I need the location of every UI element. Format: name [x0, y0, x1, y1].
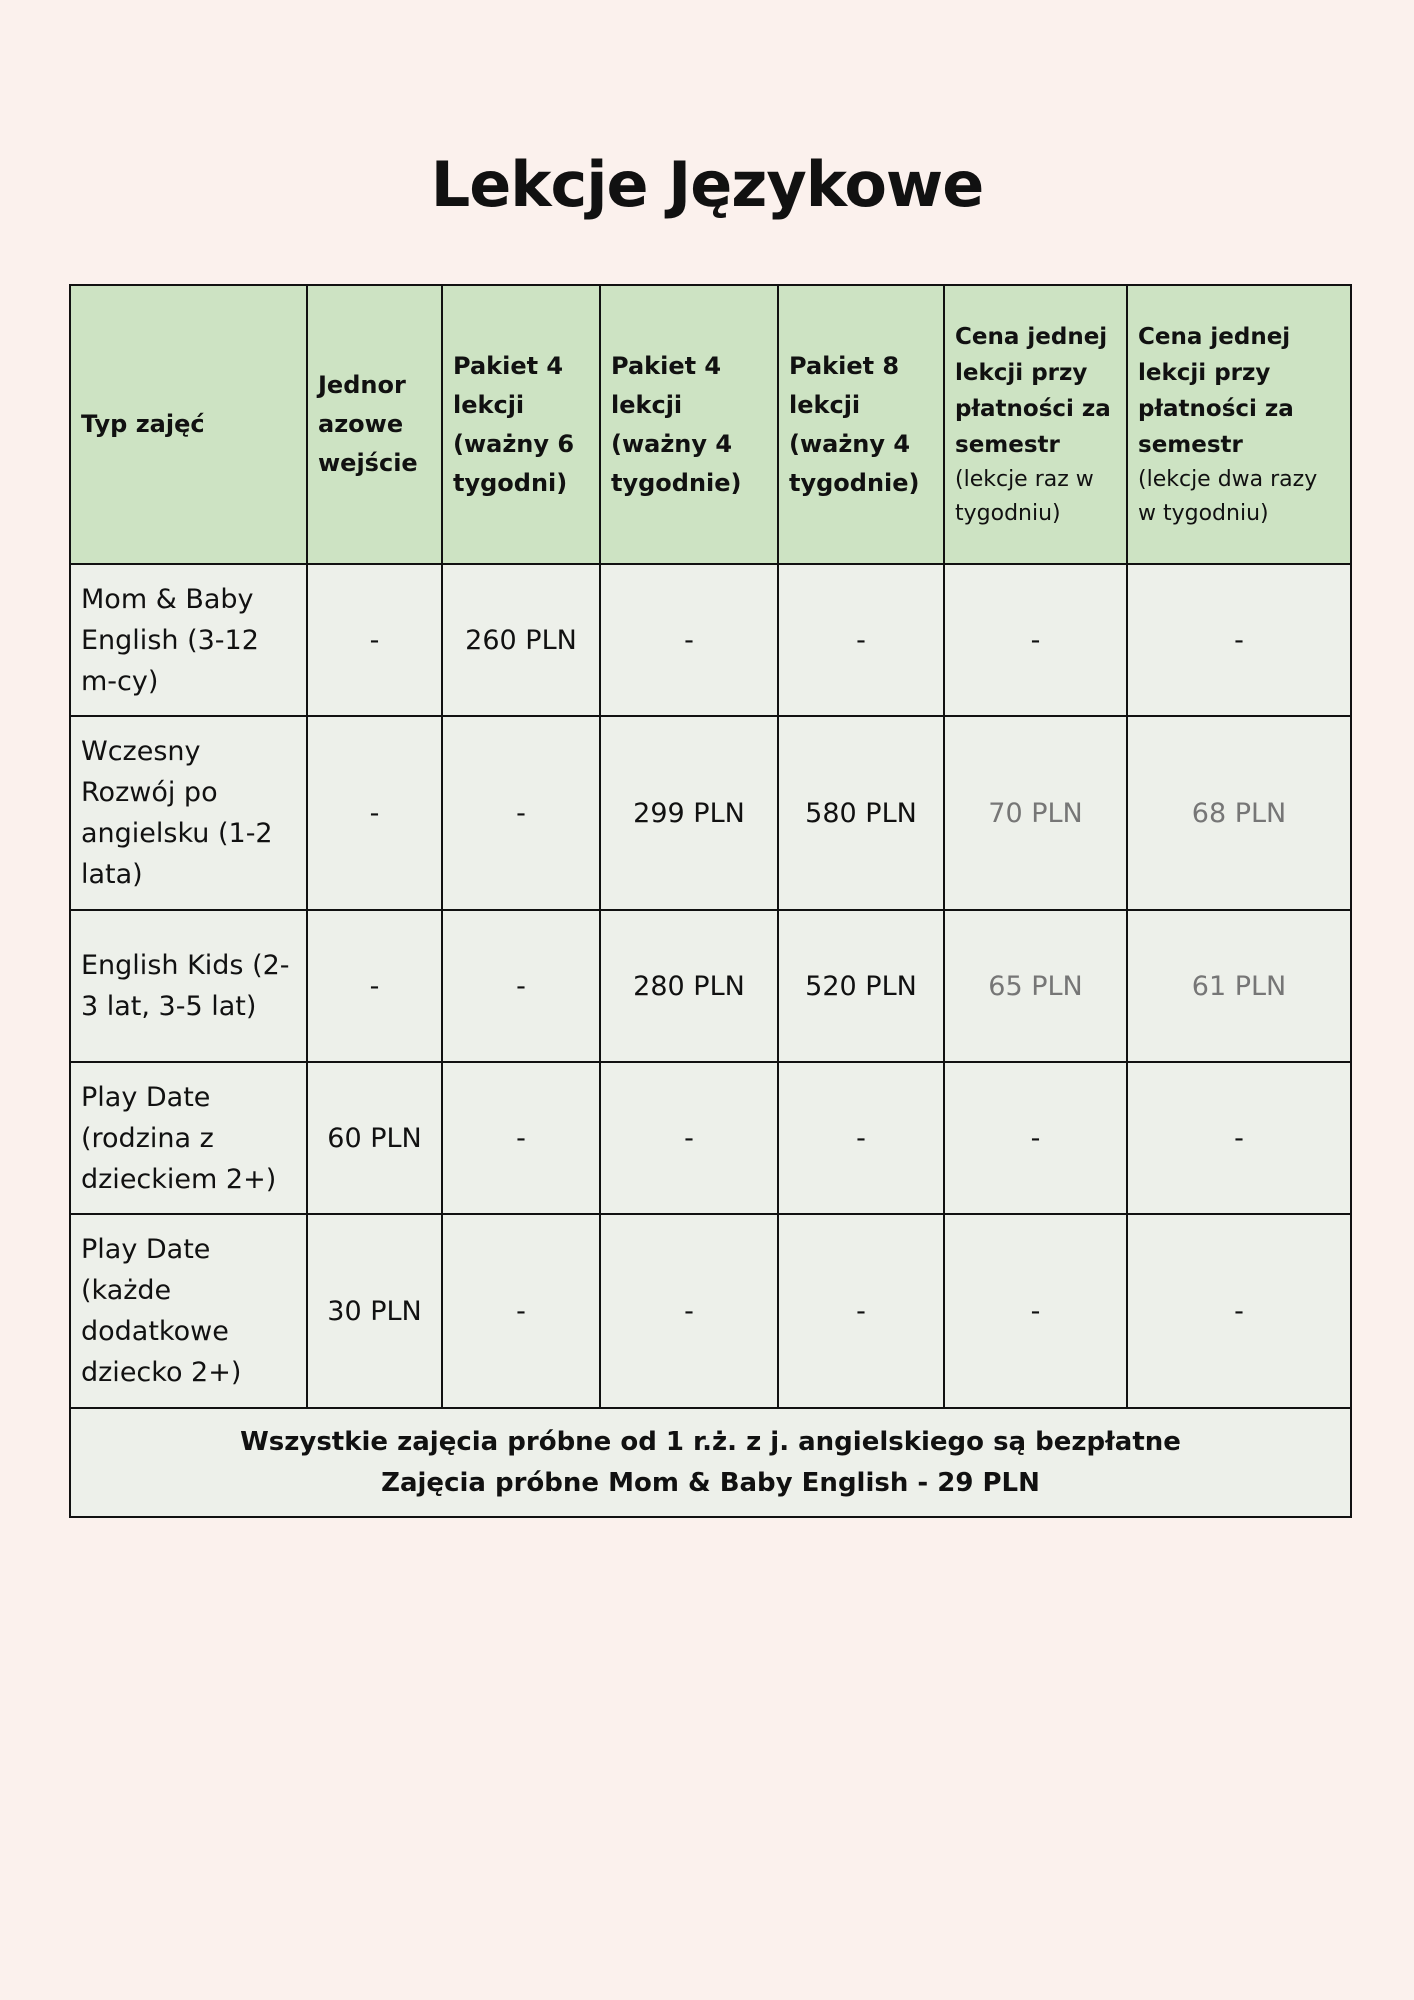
header-cell-single-entry: Jednor azowe wejście: [307, 285, 442, 564]
price-cell: 70 PLN: [944, 716, 1127, 910]
footer-line-free-trial: Wszystkie zajęcia próbne od 1 r.ż. z j. angielskiego są bezpłatne: [240, 1426, 1181, 1457]
price-cell: -: [442, 1214, 600, 1408]
price-cell: 60 PLN: [307, 1062, 442, 1214]
row-name: Play Date (rodzina z dzieckiem 2+): [70, 1062, 307, 1214]
price-cell: -: [778, 1062, 944, 1214]
header-cell-package-4-4w: Pakiet 4 lekcji (ważny 4 tygodnie): [600, 285, 778, 564]
price-cell: -: [307, 910, 442, 1062]
table-row: [70, 910, 1351, 1062]
price-cell: -: [1127, 1062, 1351, 1214]
price-cell: -: [442, 910, 600, 1062]
price-cell: -: [944, 1214, 1127, 1408]
row-name: Wczesny Rozwój po angielsku (1-2 lata): [70, 716, 307, 910]
price-cell: 520 PLN: [778, 910, 944, 1062]
table-row: [70, 564, 1351, 716]
price-cell: 260 PLN: [442, 564, 600, 716]
price-cell: -: [307, 564, 442, 716]
header-cell-type: Typ zajęć: [70, 285, 307, 564]
price-cell: -: [1127, 1214, 1351, 1408]
footer-note: [70, 1408, 1351, 1517]
header-cell-package-4-6w: Pakiet 4 lekcji (ważny 6 tygodni): [442, 285, 600, 564]
price-cell: -: [1127, 564, 1351, 716]
row-name: English Kids (2-3 lat, 3-5 lat): [70, 910, 307, 1062]
price-cell: 280 PLN: [600, 910, 778, 1062]
price-cell: 580 PLN: [778, 716, 944, 910]
price-cell: 65 PLN: [944, 910, 1127, 1062]
table-header-row: [70, 285, 1351, 564]
header-note: (lekcje dwa razy w tygodniu): [1138, 466, 1318, 526]
header-cell-semester-once: Cena jednej lekcji przy płatności za semestr (lekcje raz w tygodniu): [944, 285, 1127, 564]
table-row: [70, 716, 1351, 910]
price-cell: -: [600, 1062, 778, 1214]
table-row: [70, 1214, 1351, 1408]
price-cell: -: [307, 716, 442, 910]
pricing-table: [69, 284, 1352, 1518]
table-row: [70, 1062, 1351, 1214]
price-cell: -: [778, 564, 944, 716]
price-cell: 68 PLN: [1127, 716, 1351, 910]
price-cell: 30 PLN: [307, 1214, 442, 1408]
price-cell: -: [600, 1214, 778, 1408]
price-cell: -: [442, 716, 600, 910]
price-cell: -: [600, 564, 778, 716]
price-cell: -: [442, 1062, 600, 1214]
header-note: (lekcje raz w tygodniu): [955, 466, 1094, 526]
page-title: Lekcje Językowe: [430, 148, 984, 221]
header-cell-package-8-4w: Pakiet 8 lekcji (ważny 4 tygodnie): [778, 285, 944, 564]
row-name: Play Date (każde dodatkowe dziecko 2+): [70, 1214, 307, 1408]
row-name: Mom & Baby English (3-12 m-cy): [70, 564, 307, 716]
footer-line-trial-price: Zajęcia próbne Mom & Baby English - 29 PLN: [381, 1467, 1040, 1498]
price-cell: -: [944, 1062, 1127, 1214]
price-cell: -: [944, 564, 1127, 716]
price-cell: -: [778, 1214, 944, 1408]
price-cell: 299 PLN: [600, 716, 778, 910]
price-cell: 61 PLN: [1127, 910, 1351, 1062]
table-footer-row: [70, 1408, 1351, 1517]
header-cell-semester-twice: Cena jednej lekcji przy płatności za semestr (lekcje dwa razy w tygodniu): [1127, 285, 1351, 564]
